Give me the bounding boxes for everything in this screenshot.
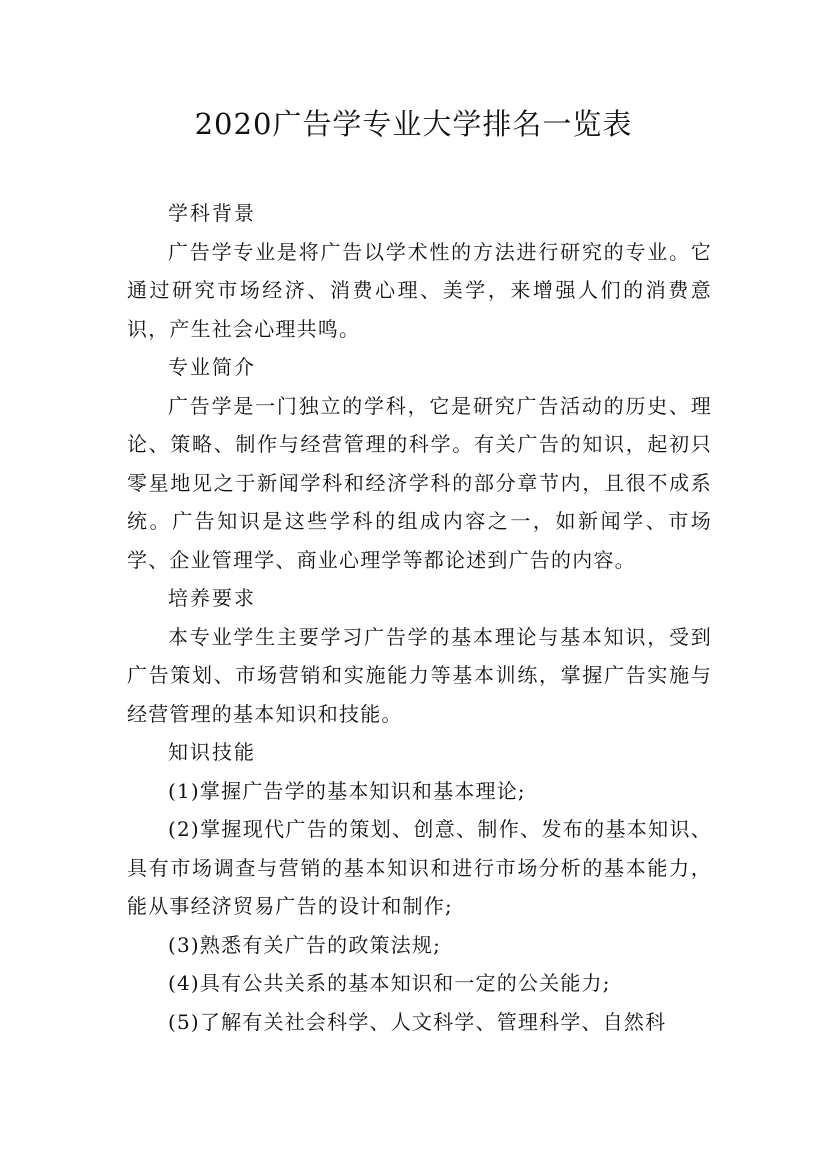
list-item: (1)掌握广告学的基本知识和基本理论; — [168, 778, 526, 803]
section-heading: 专业简介 — [168, 355, 256, 379]
list-item: (3)熟悉有关广告的政策法规; — [168, 932, 442, 957]
section-heading: 培养要求 — [168, 586, 256, 610]
section-heading: 知识技能 — [168, 740, 256, 764]
section-paragraph: 广告学是一门独立的学科，它是研究广告活动的历史、理论、策略、制作与经营管理的科学。有关广告的知识，起初只零星地见之于新闻学科和经济学科的部分章节内，且很不成系统。广告知识是这些学科的组成内容之一，如新闻学、市场学、企业管理学、商业心理学等都论述到广告的内容。 — [127, 393, 712, 572]
section-paragraph: 广告学专业是将广告以学术性的方法进行研究的专业。它通过研究市场经济、消费心理、美学，来增强人们的消费意识，产生社会心理共鸣。 — [127, 239, 712, 341]
list-item: (5)了解有关社会科学、人文科学、管理科学、自然科 — [168, 1009, 667, 1034]
section-paragraph: 本专业学生主要学习广告学的基本理论与基本知识，受到广告策划、市场营销和实施能力等基本训练，掌握广告实施与经营管理的基本知识和技能。 — [127, 624, 712, 726]
document-body — [127, 194, 712, 1041]
section-heading: 学科背景 — [168, 201, 256, 225]
list-item: (2)掌握现代广告的策划、创意、制作、发布的基本知识、具有市场调查与营销的基本知识和进行市场分析的基本能力，能从事经济贸易广告的设计和制作; — [127, 817, 712, 918]
list-item: (4)具有公共关系的基本知识和一定的公关能力; — [168, 971, 611, 995]
document-title: 2020广告学专业大学排名一览表 — [194, 107, 633, 141]
